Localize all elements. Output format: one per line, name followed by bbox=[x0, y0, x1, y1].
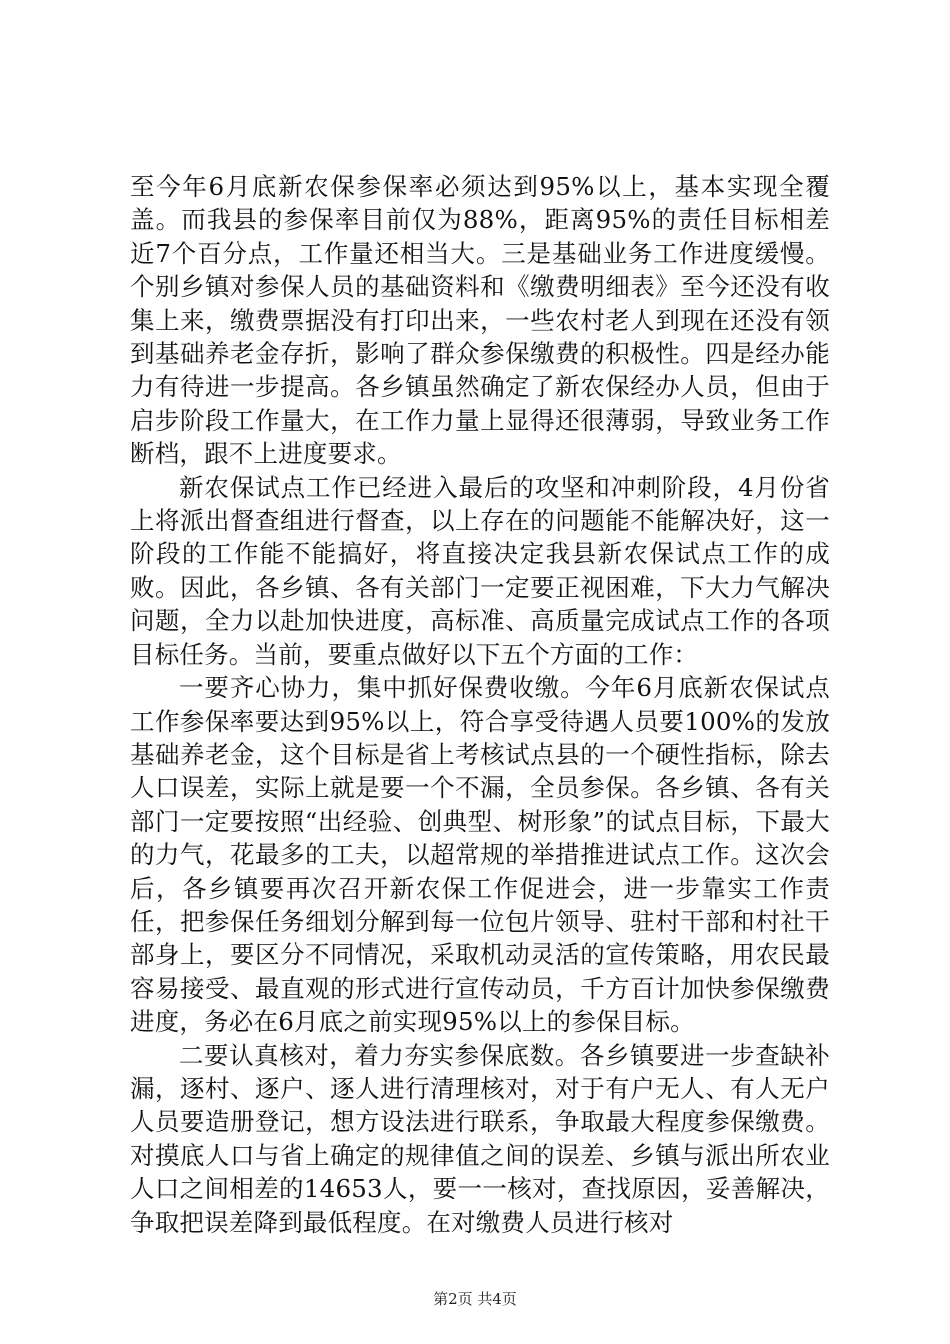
paragraph: 一要齐心协力，集中抓好保费收缴。今年6月底新农保试点工作参保率要达到95%以上，符合享受待遇人员要100%的发放基础养老金，这个目标是省上考核试点县的一个硬性指标，除去人口误差，实际上就是要一个不漏，全员参保。各乡镇、各有关部门一定要按照“出经验、创典型、树形象”的试点目标，下最大的力气，花最多的工夫，以超常规的举措推进试点工作。这次会后，各乡镇要再次召开新农保工作促进会，进一步靠实工作责任，把参保任务细划分解到每一位包片领导、驻村干部和村社干部身上，要区分不同情况，采取机动灵活的宣传策略，用农民最容易接受、最直观的形式进行宣传动员，千方百计加快参保缴费进度，务必在6月底之前实现95%以上的参保目标。 bbox=[130, 673, 830, 1037]
document-body bbox=[130, 170, 830, 1239]
paragraph: 新农保试点工作已经进入最后的攻坚和冲刺阶段，4月份省上将派出督查组进行督查，以上存在的问题能不能解决好，这一阶段的工作能不能搞好，将直接决定我县新农保试点工作的成败。因此，各乡镇、各有关部门一定要正视困难，下大力气解决问题，全力以赴加快进度，高标准、高质量完成试点工作的各项目标任务。当前，要重点做好以下五个方面的工作： bbox=[130, 472, 830, 669]
page-footer: 第2页 共4页 bbox=[433, 1290, 517, 1308]
paragraph: 二要认真核对，着力夯实参保底数。各乡镇要进一步查缺补漏，逐村、逐户、逐人进行清理核对，对于有户无人、有人无户人员要造册登记，想方设法进行联系，争取最大程度参保缴费。对摸底人口与省上确定的规律值之间的误差、乡镇与派出所农业人口之间相差的14653人，要一一核对，查找原因，妥善解决，争取把误差降到最低程度。在对缴费人员进行核对 bbox=[130, 1040, 830, 1237]
paragraph: 至今年6月底新农保参保率必须达到95%以上，基本实现全覆盖。而我县的参保率目前仅为88%，距离95%的责任目标相差近7个百分点，工作量还相当大。三是基础业务工作进度缓慢。个别乡镇对参保人员的基础资料和《缴费明细表》至今还没有收集上来，缴费票据没有打印出来，一些农村老人到现在还没有领到基础养老金存折，影响了群众参保缴费的积极性。四是经办能力有待进一步提高。各乡镇虽然确定了新农保经办人员，但由于启步阶段工作量大，在工作力量上显得还很薄弱，导致业务工作断档，跟不上进度要求。 bbox=[130, 172, 830, 469]
